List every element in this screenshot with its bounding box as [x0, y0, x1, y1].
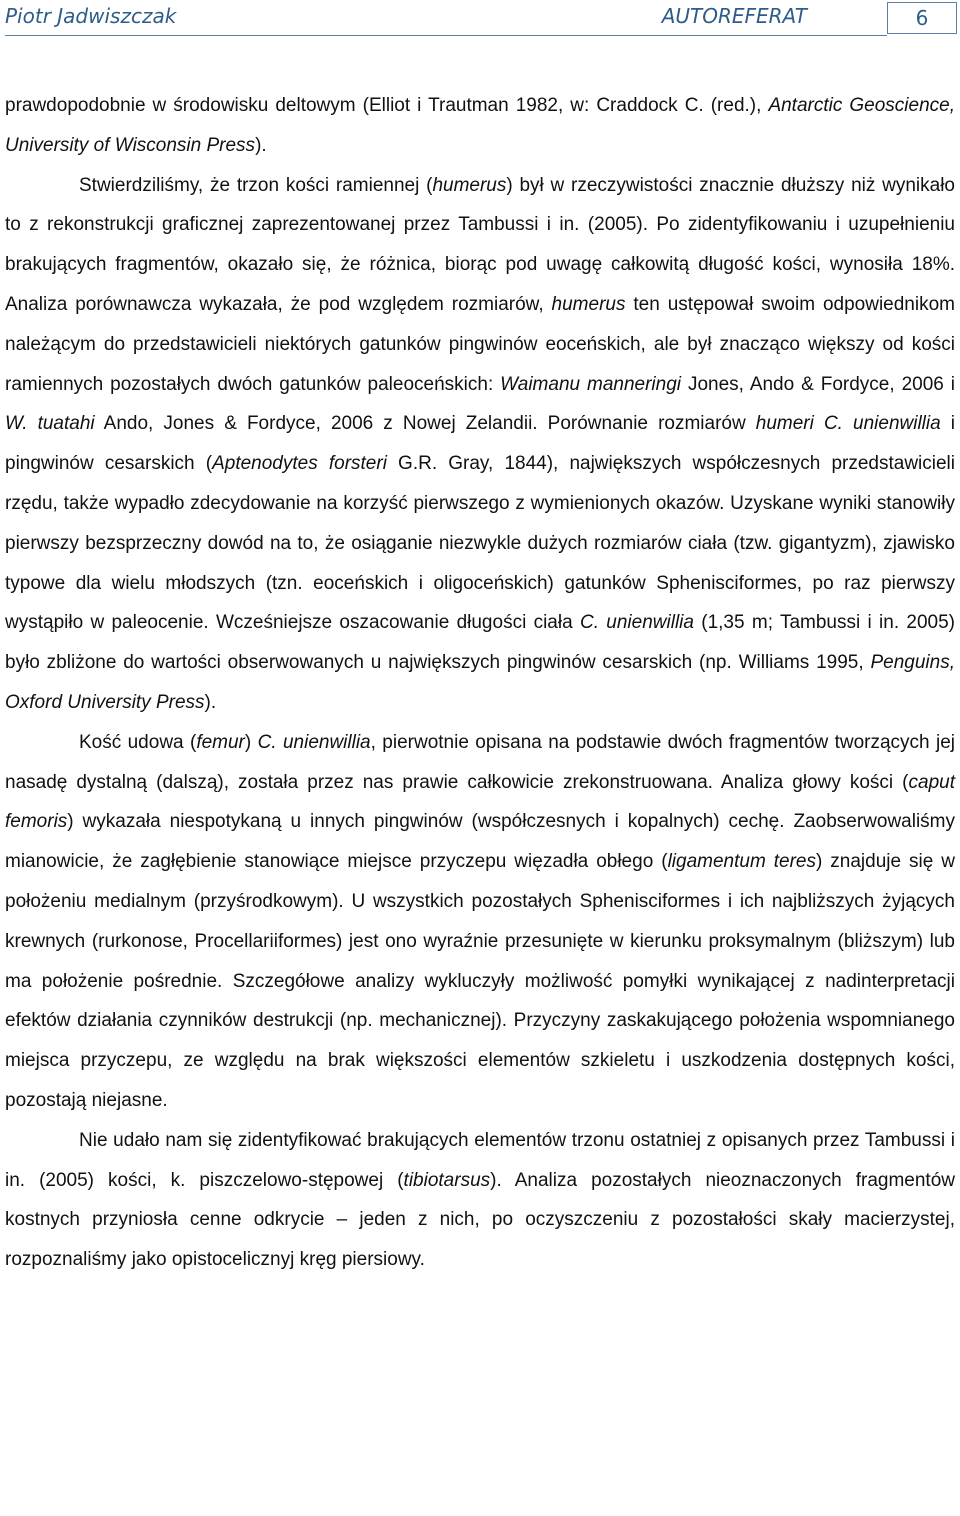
italic-text-run: femur: [196, 731, 245, 753]
text-run: Jones, Ando & Fordyce, 2006 i: [681, 373, 955, 395]
italic-text-run: W. tuatahi: [5, 413, 95, 435]
italic-text-run: tibiotarsus: [403, 1169, 491, 1191]
text-run: ) wykazała niespotykaną u innych pingwinów (współczesnych i kopalnych) cechę. Zaobserwowaliśmy mianowicie, że zagłębienie stanowiące miejsce przyczepu więzadła obłego (: [5, 811, 955, 873]
text-run: Ando, Jones & Fordyce, 2006 z Nowej Zelandii. Porównanie rozmiarów: [94, 413, 756, 435]
text-run: Stwierdziliśmy, że trzon kości ramiennej (: [79, 174, 433, 196]
text-run: ) znajduje się w położeniu medialnym (przyśrodkowym). U wszystkich pozostałych Sphenisciformes i ich najbliższych żyjących krewnych (rurkonose, Procellariiformes) jest ono wyraźnie przesunięte w kierunku proksymalnym (bliższym) lub ma położenie pośrednie. Szczegółowe analizy wykluczyły możliwość pomyłki wynikającej z nadinterpretacji efektów działania czynników destrukcji (np. mechanicznej). Przyczyny zaskakującego położenia wspomnianego miejsca przyczepu, ze względu na brak większości elementów szkieletu i uszkodzenia dostępnych kości, pozostają niejasne.: [5, 851, 955, 1111]
italic-text-run: caput femoris: [5, 771, 955, 833]
paragraph: [5, 1121, 955, 1280]
header-document-title: AUTOREFERAT: [661, 4, 807, 28]
italic-text-run: Antarctic Geoscience, University of Wisconsin Press: [5, 95, 955, 156]
text-run: , pierwotnie opisana na podstawie dwóch fragmentów tworzących jej nasadę dystalną (dalszą), została przez nas prawie całkowicie zrekonstruowana. Analiza głowy kości (: [5, 731, 955, 793]
text-run: i pingwinów cesarskich (: [5, 413, 955, 475]
text-run: ): [244, 731, 258, 753]
text-run: G.R. Gray, 1844), największych współczesnych przedstawicieli rzędu, także wypadło zdecydowanie na korzyść pierwszego z wymienionych okazów. Uzyskane wyniki stanowiły pierwszy bezsprzeczny dowód na to, że osiąganie niezwykle dużych rozmiarów ciała (tzw. gigantyzm), zjawisko typowe dla wielu młodszych (tzn. eoceńskich i oligoceńskich) gatunków Sphenisciformes, po raz pierwszy wystąpiło w paleocenie. Wcześniejsze oszacowanie długości ciała: [5, 453, 955, 634]
italic-text-run: Penguins, Oxford University Press: [5, 652, 955, 713]
italic-text-run: C. unienwillia: [579, 612, 694, 634]
paragraph: [5, 723, 955, 1121]
text-run: ). Analiza pozostałych nieoznaczonych fragmentów kostnych przyniosła cenne odkrycie – jeden z nich, po oczyszczeniu z pozostałości skały macierzystej, rozpoznaliśmy jako opistocelicznyj kręg piersiowy.: [5, 1169, 955, 1271]
paragraph: [5, 166, 955, 723]
header-author: Piotr Jadwiszczak: [5, 4, 177, 28]
text-run: ).: [255, 134, 267, 156]
text-run: ten ustępował swoim odpowiednikom należącym do przedstawicieli niektórych gatunków pingwinów eoceńskich, ale był znacząco większy od kości ramiennych pozostałych dwóch gatunków paleoceńskich:: [5, 293, 955, 395]
text-run: ).: [204, 691, 217, 713]
text-run: ) był w rzeczywistości znacznie dłuższy niż wynikało to z rekonstrukcji graficznej zaprezentowanej przez Tambussi i in. (2005). Po zidentyfikowaniu i uzupełnieniu brakujących fragmentów, okazało się, że różnica, biorąc pod uwagę całkowitą długość kości, wynosiła 18%. Analiza porównawcza wykazała, że pod względem rozmiarów,: [5, 174, 956, 315]
header-rule: [5, 35, 887, 36]
text-run: (1,35 m; Tambussi i in. 2005) było zbliżone do wartości obserwowanych u największych pingwinów cesarskich (np. Williams 1995,: [5, 612, 955, 674]
italic-text-run: ligamentum teres: [667, 851, 816, 873]
text-run: prawdopodobnie w środowisku deltowym (Elliot i Trautman 1982, w: Craddock C. (red.),: [5, 95, 769, 116]
italic-text-run: humeri C. unienwillia: [755, 413, 941, 435]
text-run: Nie udało nam się zidentyfikować brakujących elementów trzonu ostatniej z opisanych przez Tambussi i in. (2005) kości, k. piszczelowo-stępowej (: [5, 1129, 955, 1191]
italic-text-run: Waimanu manneringi: [500, 373, 682, 395]
italic-text-run: humerus: [432, 174, 507, 196]
italic-text-run: Aptenodytes forsteri: [212, 453, 387, 475]
paragraph: [5, 86, 955, 166]
page-number-box: 6: [887, 2, 957, 34]
page-header: [5, 0, 957, 37]
text-run: Kość udowa (: [79, 731, 197, 753]
document-body: [5, 86, 955, 1280]
italic-text-run: C. unienwillia: [257, 731, 371, 753]
italic-text-run: humerus: [551, 293, 626, 315]
